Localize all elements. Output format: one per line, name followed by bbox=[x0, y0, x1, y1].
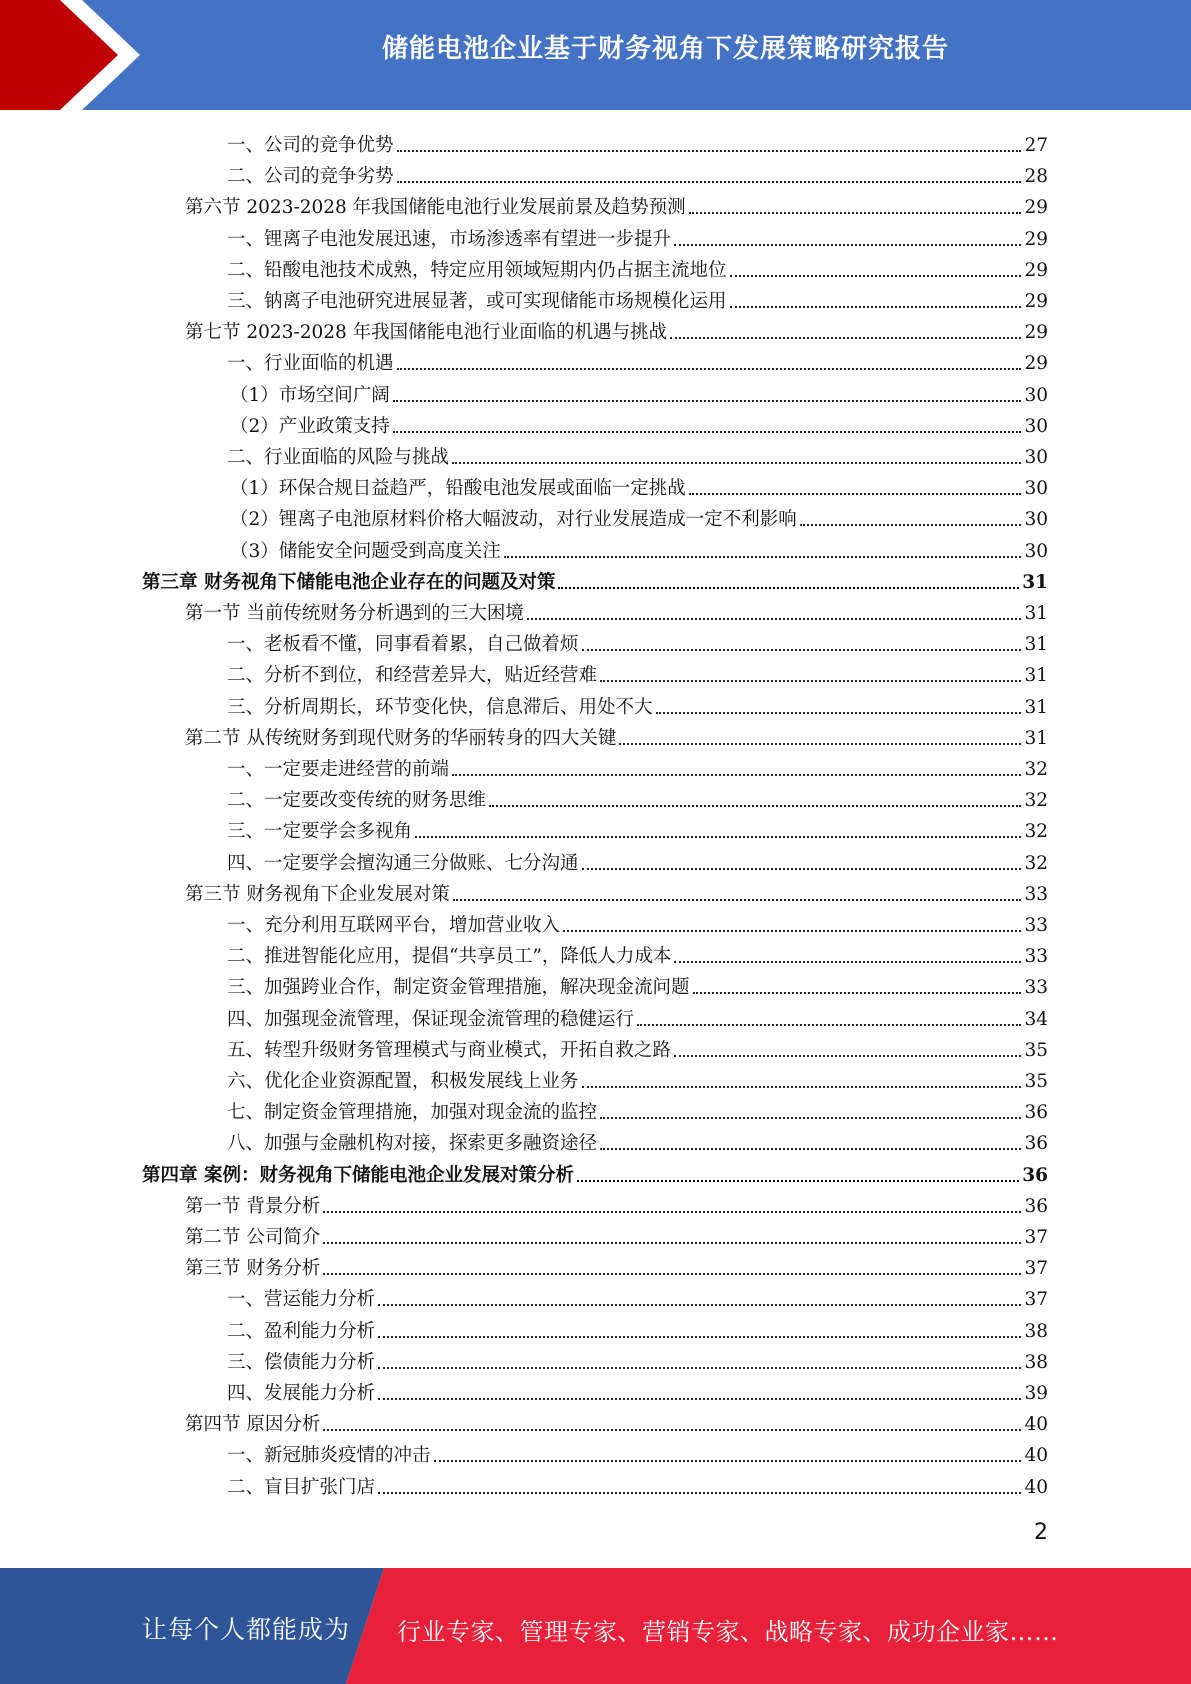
toc-dot-leader bbox=[504, 556, 1022, 558]
toc-dot-leader bbox=[397, 368, 1022, 370]
toc-entry-title: 二、盲目扩张门店 bbox=[227, 1476, 376, 1498]
toc-subsection-entry[interactable] bbox=[227, 907, 1048, 938]
toc-subsection-entry[interactable] bbox=[227, 1437, 1048, 1468]
toc-dot-leader bbox=[693, 992, 1022, 994]
toc-entry-page: 30 bbox=[1024, 478, 1048, 500]
toc-dot-leader bbox=[378, 1304, 1021, 1306]
toc-subsection-entry[interactable] bbox=[227, 283, 1048, 314]
toc-subsection-entry[interactable] bbox=[227, 969, 1048, 1000]
toc-subsection-entry[interactable] bbox=[227, 1125, 1048, 1156]
toc-entry-title: 二、行业面临的风险与挑战 bbox=[227, 447, 450, 468]
toc-dot-leader bbox=[415, 836, 1021, 838]
toc-entry-title: 第一节 背景分析 bbox=[185, 1195, 321, 1217]
header-chevron-decoration bbox=[0, 0, 160, 110]
toc-entry-title: 一、老板看不懂，同事看着累，自己做着烦 bbox=[227, 634, 579, 656]
toc-entry-page: 31 bbox=[1024, 665, 1048, 687]
toc-entry-page: 40 bbox=[1024, 1445, 1048, 1467]
toc-dot-leader bbox=[527, 618, 1022, 620]
toc-subsection-entry[interactable] bbox=[227, 813, 1048, 844]
toc-dot-leader bbox=[323, 1211, 1021, 1213]
toc-subsection-entry[interactable] bbox=[227, 1375, 1048, 1406]
toc-entry-page: 29 bbox=[1024, 259, 1048, 281]
toc-dot-leader bbox=[452, 774, 1021, 776]
footer-slogan-left: 让每个人都能成为 bbox=[142, 1615, 351, 1644]
toc-subsection-entry[interactable] bbox=[227, 657, 1048, 688]
page-number: 2 bbox=[1034, 1520, 1048, 1545]
toc-dot-leader bbox=[452, 462, 1021, 464]
toc-entry-title: 四、一定要学会擅沟通三分做账、七分沟通 bbox=[227, 852, 579, 874]
report-title: 储能电池企业基于财务视角下发展策略研究报告 bbox=[381, 34, 949, 64]
toc-entry-title: 三、偿债能力分析 bbox=[227, 1351, 376, 1373]
toc-subsection-entry[interactable] bbox=[227, 1281, 1048, 1312]
toc-entry-title: 第七节 2023-2028 年我国储能电池行业面临的机遇与挑战 bbox=[185, 322, 668, 344]
toc-entry-page: 30 bbox=[1024, 447, 1048, 468]
toc-entry-page: 32 bbox=[1024, 821, 1048, 843]
toc-section-entry[interactable] bbox=[185, 1188, 1048, 1219]
toc-entry-page: 36 bbox=[1024, 1102, 1048, 1124]
toc-entry-title: 一、营运能力分析 bbox=[227, 1289, 376, 1311]
toc-entry-page: 37 bbox=[1024, 1289, 1048, 1311]
toc-entry-title: 第六节 2023-2028 年我国储能电池行业发展前景及趋势预测 bbox=[185, 197, 686, 219]
toc-entry-title: 二、一定要改变传统的财务思维 bbox=[227, 790, 487, 812]
toc-dot-leader bbox=[582, 649, 1022, 651]
toc-section-entry[interactable] bbox=[185, 876, 1048, 907]
toc-entry-page: 39 bbox=[1024, 1383, 1048, 1404]
toc-entry-title: （1）环保合规日益趋严，铅酸电池发展或面临一定挑战 bbox=[230, 478, 686, 500]
toc-entry-page: 31 bbox=[1024, 603, 1048, 624]
toc-entry-page: 35 bbox=[1024, 1039, 1048, 1061]
toc-dot-leader bbox=[378, 1336, 1021, 1338]
toc-dot-leader bbox=[393, 431, 1022, 433]
toc-subsection-entry[interactable] bbox=[227, 751, 1048, 782]
toc-dot-leader bbox=[674, 1055, 1021, 1057]
toc-dot-leader bbox=[582, 868, 1022, 870]
toc-entry-page: 29 bbox=[1024, 322, 1048, 344]
toc-dot-leader bbox=[656, 712, 1022, 714]
toc-dot-leader bbox=[558, 587, 1019, 589]
toc-subsection-entry[interactable] bbox=[227, 1094, 1048, 1125]
toc-entry-page: 29 bbox=[1024, 197, 1048, 219]
toc-chapter-entry[interactable] bbox=[142, 564, 1048, 595]
toc-dot-leader bbox=[577, 1180, 1019, 1182]
toc-subsection-entry[interactable] bbox=[230, 533, 1048, 564]
toc-entry-title: 一、新冠肺炎疫情的冲击 bbox=[227, 1445, 431, 1467]
toc-entry-title: 八、加强与金融机构对接，探索更多融资途径 bbox=[227, 1133, 598, 1155]
toc-entry-title: 二、公司的竞争劣势 bbox=[227, 166, 394, 188]
toc-entry-page: 28 bbox=[1024, 166, 1048, 188]
toc-entry-title: 一、行业面临的机遇 bbox=[227, 353, 394, 375]
toc-entry-title: 一、充分利用互联网平台，增加营业收入 bbox=[227, 915, 561, 936]
toc-dot-leader bbox=[730, 275, 1022, 277]
toc-subsection-entry[interactable] bbox=[230, 377, 1048, 408]
toc-entry-page: 36 bbox=[1024, 1195, 1048, 1217]
toc-entry-page: 32 bbox=[1024, 759, 1048, 780]
toc-subsection-entry[interactable] bbox=[227, 938, 1048, 969]
toc-entry-page: 38 bbox=[1024, 1320, 1048, 1342]
toc-subsection-entry[interactable] bbox=[227, 221, 1048, 252]
toc-entry-title: 二、盈利能力分析 bbox=[227, 1320, 376, 1342]
toc-entry-title: 第三节 财务视角下企业发展对策 bbox=[185, 883, 450, 905]
toc-section-entry[interactable] bbox=[185, 1250, 1048, 1281]
toc-dot-leader bbox=[378, 1492, 1021, 1494]
toc-subsection-entry[interactable] bbox=[227, 1032, 1048, 1063]
toc-dot-leader bbox=[619, 743, 1021, 745]
toc-dot-leader bbox=[582, 1086, 1022, 1088]
toc-entry-page: 29 bbox=[1024, 353, 1048, 375]
toc-entry-title: 二、铅酸电池技术成熟，特定应用领域短期内仍占据主流地位 bbox=[227, 259, 727, 281]
toc-subsection-entry[interactable] bbox=[227, 1063, 1048, 1094]
toc-entry-page: 29 bbox=[1024, 228, 1048, 250]
toc-subsection-entry[interactable] bbox=[227, 1344, 1048, 1375]
toc-dot-leader bbox=[434, 1460, 1022, 1462]
toc-entry-page: 29 bbox=[1024, 291, 1048, 312]
toc-entry-title: （3）储能安全问题受到高度关注 bbox=[230, 540, 501, 562]
toc-entry-page: 30 bbox=[1024, 509, 1048, 531]
toc-section-entry[interactable] bbox=[185, 314, 1048, 345]
toc-entry-page: 37 bbox=[1024, 1227, 1048, 1248]
toc-dot-leader bbox=[453, 899, 1022, 901]
toc-section-entry[interactable] bbox=[185, 595, 1048, 626]
toc-entry-title: 七、制定资金管理措施，加强对现金流的监控 bbox=[227, 1102, 598, 1124]
toc-subsection-entry[interactable] bbox=[227, 158, 1048, 189]
toc-dot-leader bbox=[600, 1117, 1021, 1119]
toc-subsection-entry[interactable] bbox=[227, 1469, 1048, 1500]
toc-subsection-entry[interactable] bbox=[227, 689, 1048, 720]
toc-subsection-entry[interactable] bbox=[227, 1313, 1048, 1344]
toc-dot-leader bbox=[378, 1398, 1021, 1400]
toc-subsection-entry[interactable] bbox=[227, 345, 1048, 376]
toc-entry-page: 36 bbox=[1022, 1164, 1048, 1186]
toc-section-entry[interactable] bbox=[185, 189, 1048, 220]
toc-entry-title: 一、公司的竞争优势 bbox=[227, 135, 394, 156]
toc-subsection-entry[interactable] bbox=[227, 626, 1048, 657]
toc-entry-title: 一、一定要走进经营的前端 bbox=[227, 759, 450, 780]
toc-entry-title: 第四章 案例：财务视角下储能电池企业发展对策分析 bbox=[142, 1164, 574, 1186]
toc-subsection-entry[interactable] bbox=[230, 501, 1048, 532]
toc-subsection-entry[interactable] bbox=[227, 1001, 1048, 1032]
toc-dot-leader bbox=[489, 805, 1021, 807]
toc-section-entry[interactable] bbox=[185, 1406, 1048, 1437]
toc-subsection-entry[interactable] bbox=[230, 470, 1048, 501]
toc-chapter-entry[interactable] bbox=[142, 1157, 1048, 1188]
toc-entry-page: 40 bbox=[1024, 1476, 1048, 1498]
toc-entry-title: 三、钠离子电池研究进展显著，或可实现储能市场规模化运用 bbox=[227, 291, 727, 312]
toc-entry-page: 33 bbox=[1024, 977, 1048, 999]
toc-entry-page: 40 bbox=[1024, 1414, 1048, 1436]
toc-entry-page: 30 bbox=[1024, 384, 1048, 406]
toc-entry-page: 36 bbox=[1024, 1133, 1048, 1155]
toc-entry-title: 第三章 财务视角下储能电池企业存在的问题及对策 bbox=[142, 571, 556, 593]
toc-entry-page: 27 bbox=[1024, 135, 1048, 156]
toc-dot-leader bbox=[397, 181, 1022, 183]
toc-entry-title: （2）产业政策支持 bbox=[230, 415, 390, 437]
toc-entry-page: 31 bbox=[1024, 727, 1048, 749]
toc-entry-page: 34 bbox=[1024, 1008, 1048, 1030]
toc-dot-leader bbox=[397, 150, 1022, 152]
toc-dot-leader bbox=[378, 1367, 1021, 1369]
toc-dot-leader bbox=[600, 680, 1021, 682]
toc-section-entry[interactable] bbox=[185, 720, 1048, 751]
toc-entry-page: 33 bbox=[1024, 946, 1048, 968]
page-footer bbox=[0, 1568, 1191, 1684]
toc-entry-title: 三、分析周期长，环节变化快，信息滞后、用处不大 bbox=[227, 696, 653, 718]
toc-subsection-entry[interactable] bbox=[227, 127, 1048, 158]
toc-entry-title: 第二节 公司简介 bbox=[185, 1227, 321, 1248]
toc-entry-title: 一、锂离子电池发展迅速，市场渗透率有望进一步提升 bbox=[227, 228, 672, 250]
toc-entry-page: 33 bbox=[1024, 883, 1048, 905]
toc-subsection-entry[interactable] bbox=[230, 408, 1048, 439]
toc-dot-leader bbox=[563, 930, 1021, 932]
toc-dot-leader bbox=[689, 493, 1022, 495]
toc-section-entry[interactable] bbox=[185, 1219, 1048, 1250]
toc-subsection-entry[interactable] bbox=[227, 252, 1048, 283]
toc-dot-leader bbox=[323, 1429, 1021, 1431]
toc-subsection-entry[interactable] bbox=[227, 845, 1048, 876]
toc-dot-leader bbox=[674, 244, 1021, 246]
toc-dot-leader bbox=[730, 306, 1022, 308]
toc-entry-title: 第四节 原因分析 bbox=[185, 1414, 321, 1436]
toc-dot-leader bbox=[670, 337, 1021, 339]
toc-subsection-entry[interactable] bbox=[227, 782, 1048, 813]
toc-entry-title: 第一节 当前传统财务分析遇到的三大困境 bbox=[185, 603, 524, 624]
toc-dot-leader bbox=[637, 1024, 1021, 1026]
toc-entry-page: 33 bbox=[1024, 915, 1048, 936]
toc-dot-leader bbox=[393, 400, 1022, 402]
toc-entry-page: 31 bbox=[1024, 634, 1048, 656]
toc-entry-page: 35 bbox=[1024, 1071, 1048, 1092]
toc-entry-page: 32 bbox=[1024, 790, 1048, 812]
toc-dot-leader bbox=[800, 524, 1022, 526]
toc-entry-page: 32 bbox=[1024, 852, 1048, 874]
toc-entry-title: （1）市场空间广阔 bbox=[230, 384, 390, 406]
toc-dot-leader bbox=[323, 1242, 1021, 1244]
toc-dot-leader bbox=[689, 212, 1022, 214]
toc-entry-title: 四、加强现金流管理，保证现金流管理的稳健运行 bbox=[227, 1008, 635, 1030]
toc-entry-title: （2）锂离子电池原材料价格大幅波动，对行业发展造成一定不利影响 bbox=[230, 509, 797, 531]
toc-dot-leader bbox=[674, 961, 1021, 963]
toc-entry-page: 38 bbox=[1024, 1351, 1048, 1373]
toc-entry-title: 二、分析不到位，和经营差异大，贴近经营难 bbox=[227, 665, 598, 687]
toc-subsection-entry[interactable] bbox=[227, 439, 1048, 470]
footer-slogan-right: 行业专家、管理专家、营销专家、战略专家、成功企业家…… bbox=[397, 1618, 1059, 1646]
toc-entry-title: 第二节 从传统财务到现代财务的华丽转身的四大关键 bbox=[185, 727, 617, 749]
toc-entry-title: 三、加强跨业合作，制定资金管理措施，解决现金流问题 bbox=[227, 977, 690, 999]
toc-entry-title: 六、优化企业资源配置，积极发展线上业务 bbox=[227, 1071, 579, 1092]
toc-entry-page: 37 bbox=[1024, 1258, 1048, 1280]
toc-entry-title: 二、推进智能化应用，提倡“共享员工”，降低人力成本 bbox=[227, 946, 672, 968]
toc-dot-leader bbox=[600, 1148, 1021, 1150]
toc-dot-leader bbox=[323, 1273, 1021, 1275]
toc-entry-title: 三、一定要学会多视角 bbox=[227, 821, 413, 843]
toc-entry-page: 30 bbox=[1024, 540, 1048, 562]
toc-entry-title: 五、转型升级财务管理模式与商业模式，开拓自救之路 bbox=[227, 1039, 672, 1061]
toc-entry-title: 四、发展能力分析 bbox=[227, 1383, 376, 1404]
toc-entry-title: 第三节 财务分析 bbox=[185, 1258, 321, 1280]
page-header bbox=[0, 0, 1191, 110]
toc-entry-page: 31 bbox=[1022, 571, 1048, 593]
toc-entry-page: 30 bbox=[1024, 415, 1048, 437]
toc-entry-page: 31 bbox=[1024, 696, 1048, 718]
